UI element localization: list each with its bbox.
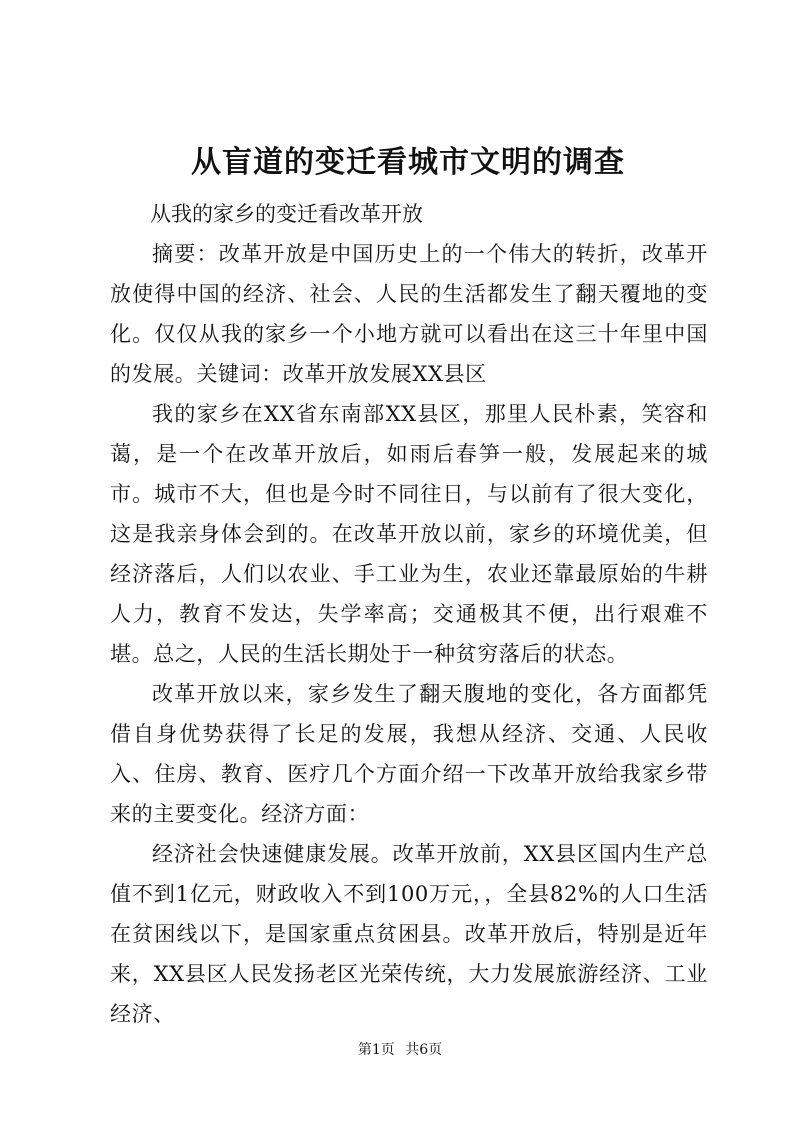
document-title: 从盲道的变迁看城市文明的调查 xyxy=(191,145,625,180)
page-total: 共6页 xyxy=(405,1042,443,1058)
paragraph-abstract: 摘要：改革开放是中国历史上的一个伟大的转折，改革开放使得中国的经济、社会、人民的生活都发生了翻天覆地的变化。仅仅从我的家乡一个小地方就可以看出在这三十年里中国的发展。关键词：改革开放发展XX县区 xyxy=(110,242,708,386)
paragraph-hometown: 我的家乡在XX省东南部XX县区，那里人民朴素，笑容和蔼，是一个在改革开放后，如雨后春笋一般，发展起来的城市。城市不大，但也是今时不同往日，与以前有了很大变化，这是我亲身体会到的。在改革开放以前，家乡的环境优美，但经济落后，人们以农业、手工业为生，农业还靠最原始的牛耕人力，教育不发达，失学率高；交通极其不便，出行艰难不堪。总之，人民的生活长期处于一种贫穷落后的状态。 xyxy=(110,402,708,666)
paragraph-changes: 改革开放以来，家乡发生了翻天腹地的变化，各方面都凭借自身优势获得了长足的发展，我想从经济、交通、人民收入、住房、教育、医疗几个方面介绍一下改革开放给我家乡带来的主要变化。经济方面： xyxy=(110,682,708,826)
paragraph-economy: 经济社会快速健康发展。改革开放前，XX县区国内生产总值不到1亿元，财政收入不到100万元，，全县82%的人口生活在贫困线以下，是国家重点贫困县。改革开放后，特别是近年来，XX县区人民发扬老区光荣传统，大力发展旅游经济、工业经济、 xyxy=(110,842,708,1026)
page-number: 第1页 xyxy=(357,1042,395,1058)
page-footer xyxy=(0,1040,800,1060)
document-subtitle: 从我的家乡的变迁看改革开放 xyxy=(150,202,423,226)
